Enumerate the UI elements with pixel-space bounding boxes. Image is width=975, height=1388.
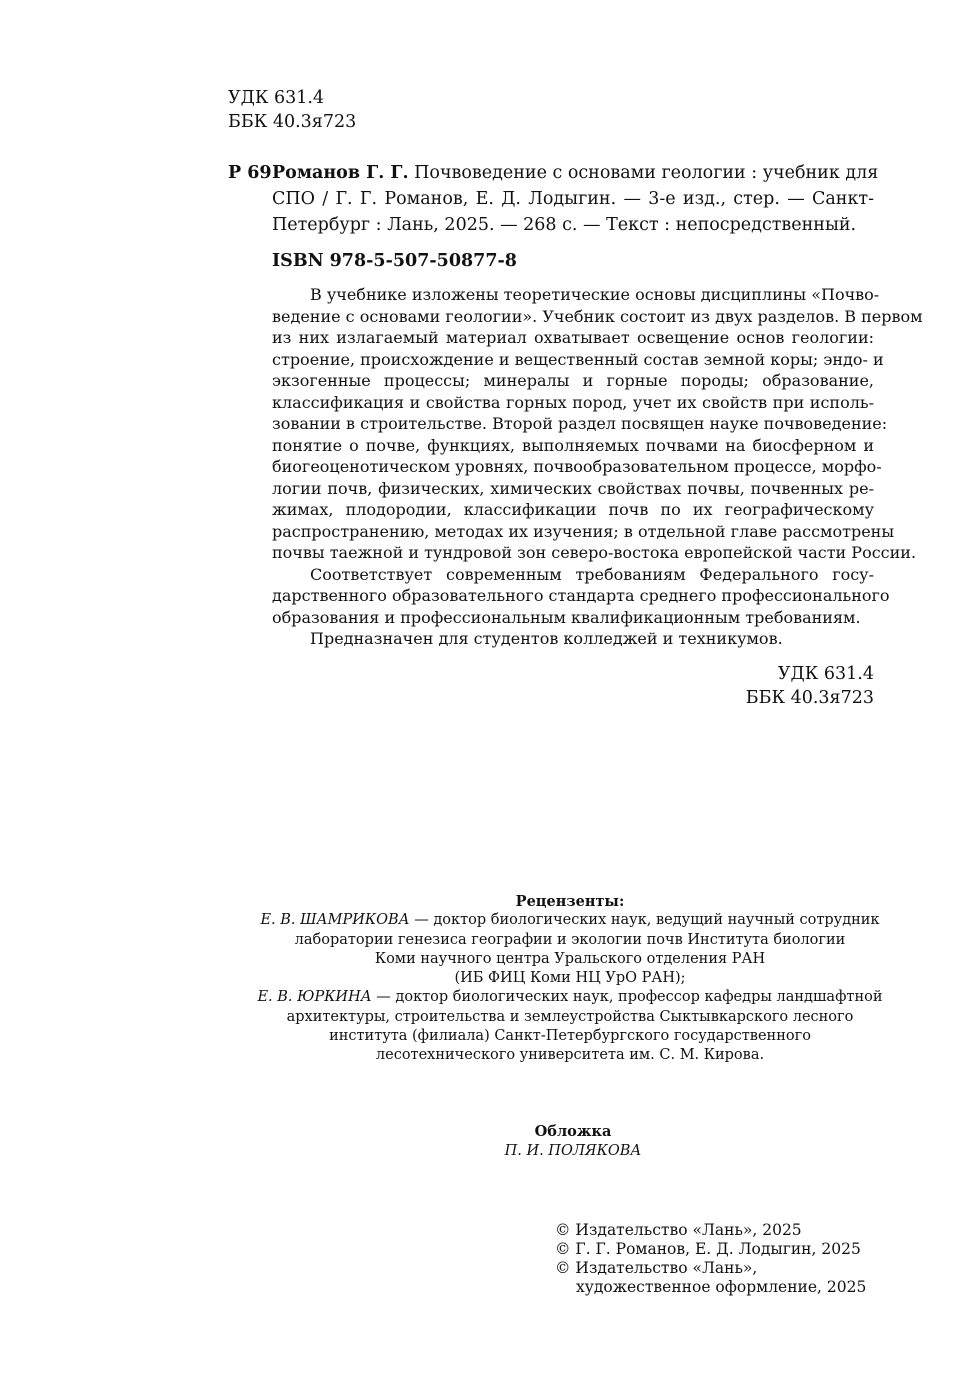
reviewer-name: Е. В. ШАМРИКОВА (260, 912, 410, 929)
cutter-code: Р 69 (228, 163, 272, 183)
abstract-line: образования и профессиональным квалификационным требованиям. (272, 607, 861, 627)
abstract-line: Предназначен для студентов колледжей и техникумов. (310, 629, 783, 648)
abstract-line: Соответствует современным требованиям Федерального госу- (310, 564, 874, 584)
author-name: Романов Г. Г. (272, 163, 409, 183)
reviewer-name: Е. В. ЮРКИНА (257, 989, 372, 1006)
reviewer-line (240, 911, 900, 930)
bib-text: Почвоведение с основами геологии : учебник для (414, 163, 879, 183)
classification-codes-bottom (600, 662, 874, 710)
abstract-line: классификация и свойства горных пород, учет их свойств при исполь- (272, 392, 874, 412)
copyright-line: художественное оформление, 2025 (576, 1278, 867, 1296)
reviewer-line (240, 988, 900, 1007)
reviewer-text: — доктор биологических наук, ведущий научный сотрудник (409, 912, 880, 929)
reviewer-line: института (филиала) Санкт-Петербургского государственного (329, 1028, 811, 1045)
reviewers-title: Рецензенты: (515, 893, 625, 910)
abstract-line: дарственного образовательного стандарта среднего профессионального (272, 586, 890, 605)
copyright-line: © Г. Г. Романов, Е. Д. Лодыгин, 2025 (555, 1240, 861, 1258)
bib-line: Петербург : Лань, 2025. — 268 с. — Текст : непосредственный. (272, 215, 857, 235)
copyright-line: © Издательство «Лань», 2025 (555, 1221, 802, 1239)
abstract-line: логии почв, физических, химических свойствах почвы, почвенных ре- (272, 478, 874, 498)
bibliographic-entry (272, 160, 879, 238)
classification-codes-top (228, 86, 356, 134)
reviewer-line: (ИБ ФИЦ Коми НЦ УрО РАН); (454, 970, 686, 987)
abstract-line: почвы таежной и тундровой зон северо-востока европейской части России. (272, 543, 917, 562)
reviewer-line: Коми научного центра Уральского отделения РАН (374, 950, 766, 967)
abstract (272, 284, 923, 650)
isbn-number: 978-5-507-50877-8 (329, 251, 517, 271)
reviewer-line: лесотехнического университета им. С. М. Кирова. (375, 1047, 765, 1064)
reviewer-line: архитектуры, строительства и землеустройства Сыктывкарского лесного (286, 1008, 854, 1025)
abstract-line: биогеоценотическом уровнях, почвообразовательном процессе, морфо- (272, 457, 882, 476)
isbn (272, 248, 517, 274)
abstract-line: жимах, плодородии, классификации почв по их географическому (272, 500, 874, 519)
bbk-code: ББК 40.3я723 (745, 688, 874, 708)
bib-line (272, 160, 879, 186)
copyright-block (555, 1221, 885, 1297)
udk-code: УДК 631.4 (228, 88, 325, 108)
abstract-line: понятие о почве, функциях, выполняемых почвами на биосферном и (272, 435, 874, 455)
copyright-line: © Издательство «Лань», (555, 1259, 758, 1277)
abstract-line: распространению, методах их изучения; в отдельной главе рассмотрены (272, 521, 895, 541)
cover-designer: П. И. ПОЛЯКОВА (504, 1142, 642, 1159)
abstract-line: строение, происхождение и вещественный состав земной коры; эндо- и (272, 349, 884, 369)
abstract-line: из них излагаемый материал охватывает освещение основ геологии: (272, 328, 874, 347)
reviewer-line: лаборатории генезиса географии и экологии почв Института биологии (294, 931, 846, 948)
cover-title: Обложка (534, 1123, 612, 1140)
isbn-label: ISBN (272, 251, 324, 271)
bbk-code: ББК 40.3я723 (228, 112, 357, 132)
reviewer-text: — доктор биологических наук, профессор кафедры ландшафтной (371, 989, 883, 1006)
cover-credit (440, 1122, 706, 1161)
abstract-line: ведение с основами геологии». Учебник состоит из двух разделов. В первом (272, 306, 923, 326)
udk-code: УДК 631.4 (777, 664, 874, 684)
bib-line: СПО / Г. Г. Романов, Е. Д. Лодыгин. — 3-е изд., стер. — Санкт- (272, 189, 874, 209)
reviewers-block (240, 892, 900, 1066)
abstract-line: экзогенные процессы; минералы и горные породы; образование, (272, 371, 874, 390)
abstract-line: В учебнике изложены теоретические основы дисциплины «Почво- (310, 285, 880, 304)
abstract-line: зовании в строительстве. Второй раздел посвящен науке почвоведение: (272, 414, 888, 433)
